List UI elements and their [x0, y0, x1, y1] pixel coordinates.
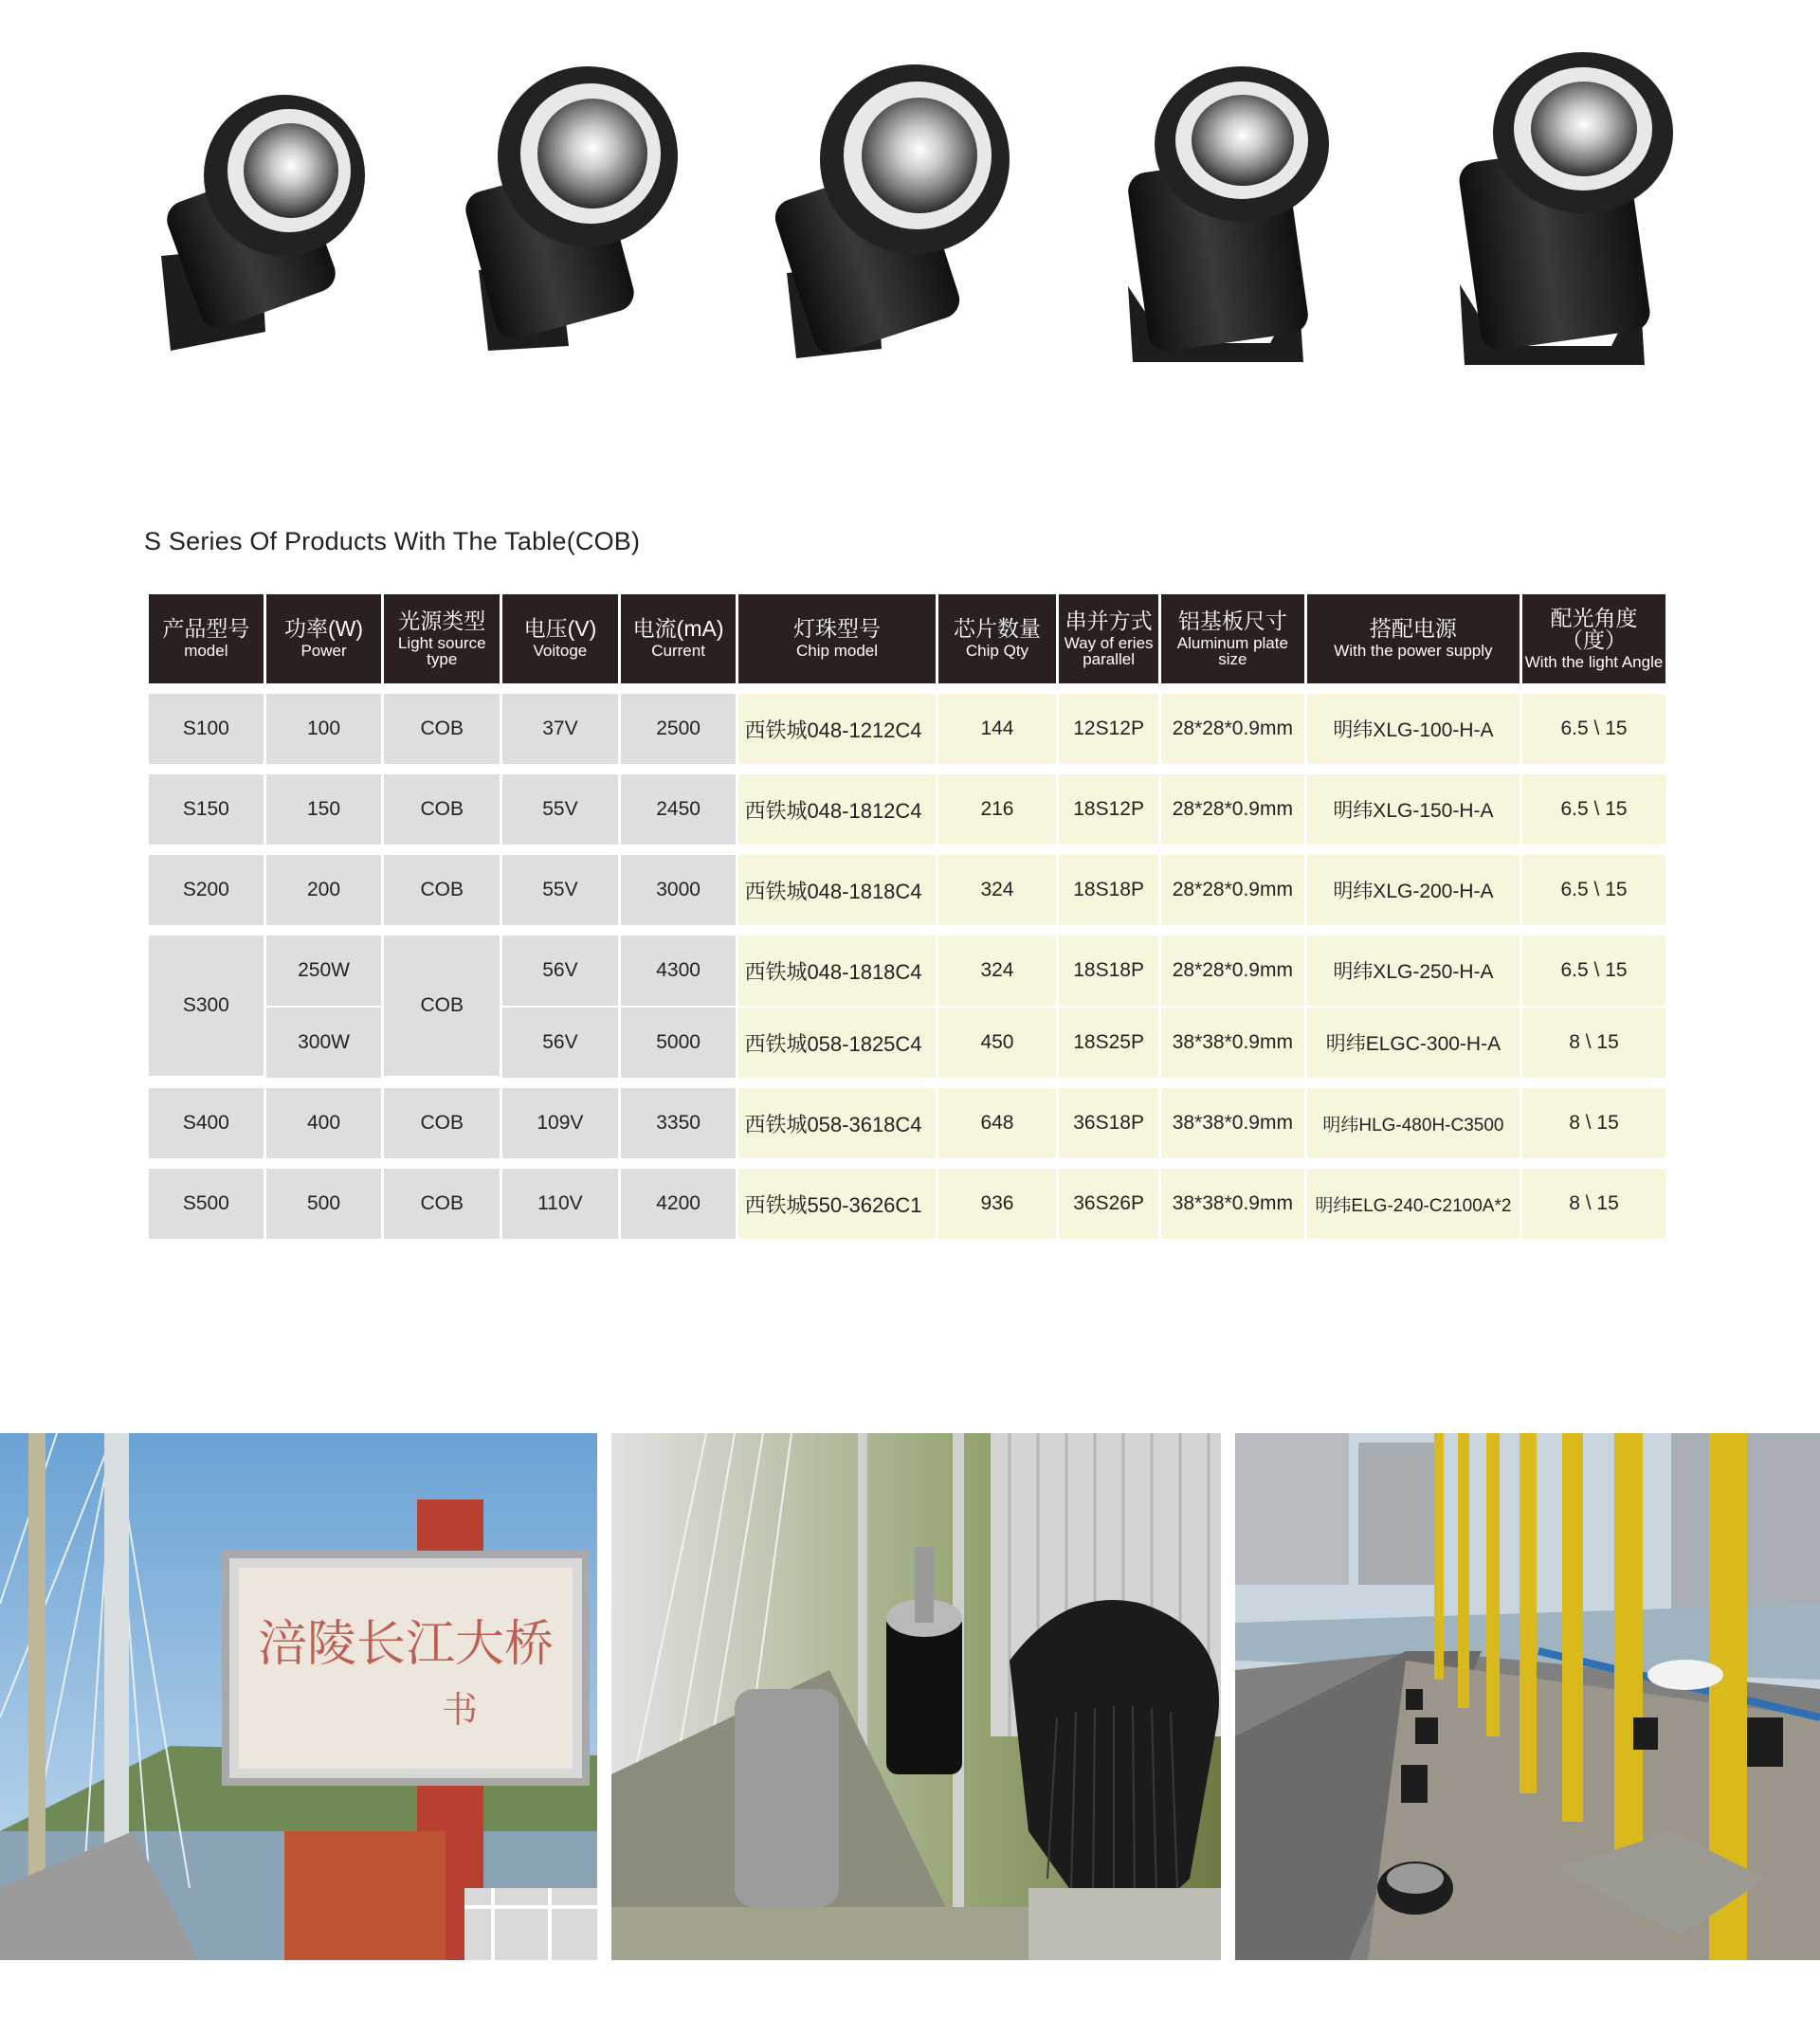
cell-current: 4300: [621, 936, 737, 1008]
header-current: 电流(mA) Current: [621, 594, 737, 683]
cell-chip: 西铁城058-3618C4: [738, 1088, 935, 1158]
header-chip-model: 灯珠型号 Chip model: [738, 594, 935, 683]
table-row: [149, 1008, 1665, 1078]
cell-power: 400: [266, 1088, 382, 1158]
cell-qty: 144: [938, 694, 1057, 764]
header-light-source: 光源类型 Light source type: [384, 594, 500, 683]
header-model: 产品型号 model: [149, 594, 264, 683]
cell-supply: 明纬HLG-480H-C3500: [1307, 1088, 1520, 1158]
spec-table: [146, 594, 1668, 1239]
cell-way: 18S18P: [1059, 936, 1158, 1008]
cell-angle: 6.5 \ 15: [1522, 774, 1665, 845]
bridge-sign-photo: [0, 1433, 597, 1960]
cell-voltage: 55V: [502, 774, 618, 845]
cell-model: S300: [149, 936, 264, 1078]
cell-chip: 西铁城058-1825C4: [738, 1008, 935, 1078]
cell-qty: 216: [938, 774, 1057, 845]
cell-power: 200: [266, 855, 382, 925]
floodlight-closeup-photo: [611, 1433, 1221, 1960]
cell-chip: 西铁城048-1818C4: [738, 936, 935, 1008]
cell-chip: 西铁城048-1818C4: [738, 855, 935, 925]
cell-source: COB: [384, 774, 500, 845]
cell-way: 18S12P: [1059, 774, 1158, 845]
cell-model: S500: [149, 1169, 264, 1239]
cell-supply: 明纬XLG-250-H-A: [1307, 936, 1520, 1008]
cell-voltage: 56V: [502, 1008, 618, 1078]
cell-voltage: 37V: [502, 694, 618, 764]
cell-angle: 6.5 \ 15: [1522, 855, 1665, 925]
cell-angle: 6.5 \ 15: [1522, 936, 1665, 1008]
cell-source: COB: [384, 936, 500, 1078]
cell-chip: 西铁城550-3626C1: [738, 1169, 935, 1239]
product-renders: [0, 0, 1820, 398]
cell-supply: 明纬XLG-200-H-A: [1307, 855, 1520, 925]
cell-current: 4200: [621, 1169, 737, 1239]
header-power: 功率(W) Power: [266, 594, 382, 683]
cell-plate: 28*28*0.9mm: [1161, 936, 1304, 1008]
header-chip-qty: 芯片数量 Chip Qty: [938, 594, 1057, 683]
table-row: [149, 774, 1665, 845]
header-power-supply: 搭配电源 With the power supply: [1307, 594, 1520, 683]
cell-way: 36S18P: [1059, 1088, 1158, 1158]
cell-supply: 明纬ELGC-300-H-A: [1307, 1008, 1520, 1078]
cell-source: COB: [384, 1088, 500, 1158]
cell-plate: 38*38*0.9mm: [1161, 1008, 1304, 1078]
cell-model: S400: [149, 1088, 264, 1158]
cell-voltage: 56V: [502, 936, 618, 1008]
cell-qty: 324: [938, 936, 1057, 1008]
floodlight-render-3: [758, 55, 1014, 368]
table-header-row: [149, 594, 1665, 683]
cell-model: S100: [149, 694, 264, 764]
cell-angle: 8 \ 15: [1522, 1008, 1665, 1078]
cell-chip: 西铁城048-1212C4: [738, 694, 935, 764]
application-photos: [0, 1433, 1820, 1960]
cell-angle: 6.5 \ 15: [1522, 694, 1665, 764]
cell-current: 5000: [621, 1008, 737, 1078]
table-row: [149, 694, 1665, 764]
cell-current: 3350: [621, 1088, 737, 1158]
cell-supply: 明纬XLG-100-H-A: [1307, 694, 1520, 764]
header-voltage: 电压(V) Voitoge: [502, 594, 618, 683]
cell-angle: 8 \ 15: [1522, 1088, 1665, 1158]
cell-qty: 936: [938, 1169, 1057, 1239]
cell-voltage: 109V: [502, 1088, 618, 1158]
cell-supply: 明纬ELG-240-C2100A*2: [1307, 1169, 1520, 1239]
cell-voltage: 55V: [502, 855, 618, 925]
cell-power: 500: [266, 1169, 382, 1239]
header-series-parallel: 串并方式 Way of eries parallel: [1059, 594, 1158, 683]
cell-voltage: 110V: [502, 1169, 618, 1239]
cell-way: 18S18P: [1059, 855, 1158, 925]
cell-current: 2500: [621, 694, 737, 764]
cell-qty: 450: [938, 1008, 1057, 1078]
cell-current: 2450: [621, 774, 737, 845]
cell-source: COB: [384, 855, 500, 925]
cell-supply: 明纬XLG-150-H-A: [1307, 774, 1520, 845]
cell-qty: 324: [938, 855, 1057, 925]
cell-way: 12S12P: [1059, 694, 1158, 764]
cell-model: S200: [149, 855, 264, 925]
sign-signature: 书: [441, 1689, 479, 1731]
cell-plate: 28*28*0.9mm: [1161, 694, 1304, 764]
cell-plate: 28*28*0.9mm: [1161, 855, 1304, 925]
sign-text: 涪陵长江大桥: [257, 1616, 555, 1673]
page-title: S Series Of Products With The Table(COB): [144, 527, 641, 555]
cell-source: COB: [384, 694, 500, 764]
table-row: [149, 1088, 1665, 1158]
header-light-angle: 配光角度（度） With the light Angle: [1522, 594, 1665, 683]
floodlight-render-4: [1100, 59, 1346, 372]
cell-way: 18S25P: [1059, 1008, 1158, 1078]
cell-chip: 西铁城048-1812C4: [738, 774, 935, 845]
cell-model: S150: [149, 774, 264, 845]
cell-plate: 28*28*0.9mm: [1161, 774, 1304, 845]
cell-current: 3000: [621, 855, 737, 925]
cell-plate: 38*38*0.9mm: [1161, 1169, 1304, 1239]
floodlight-render-1: [142, 76, 370, 360]
cell-qty: 648: [938, 1088, 1057, 1158]
table-row: [149, 1169, 1665, 1239]
cell-power: 250W: [266, 936, 382, 1008]
floodlight-render-5: [1431, 47, 1687, 370]
bridge-walkway-photo: [1235, 1433, 1820, 1960]
cell-angle: 8 \ 15: [1522, 1169, 1665, 1239]
table-row: [149, 936, 1665, 1008]
cell-power: 300W: [266, 1008, 382, 1078]
floodlight-render-2: [436, 62, 682, 355]
cell-source: COB: [384, 1169, 500, 1239]
table-row: [149, 855, 1665, 925]
cell-plate: 38*38*0.9mm: [1161, 1088, 1304, 1158]
cell-power: 150: [266, 774, 382, 845]
cell-way: 36S26P: [1059, 1169, 1158, 1239]
cell-power: 100: [266, 694, 382, 764]
header-plate-size: 铝基板尺寸 Aluminum plate size: [1161, 594, 1304, 683]
